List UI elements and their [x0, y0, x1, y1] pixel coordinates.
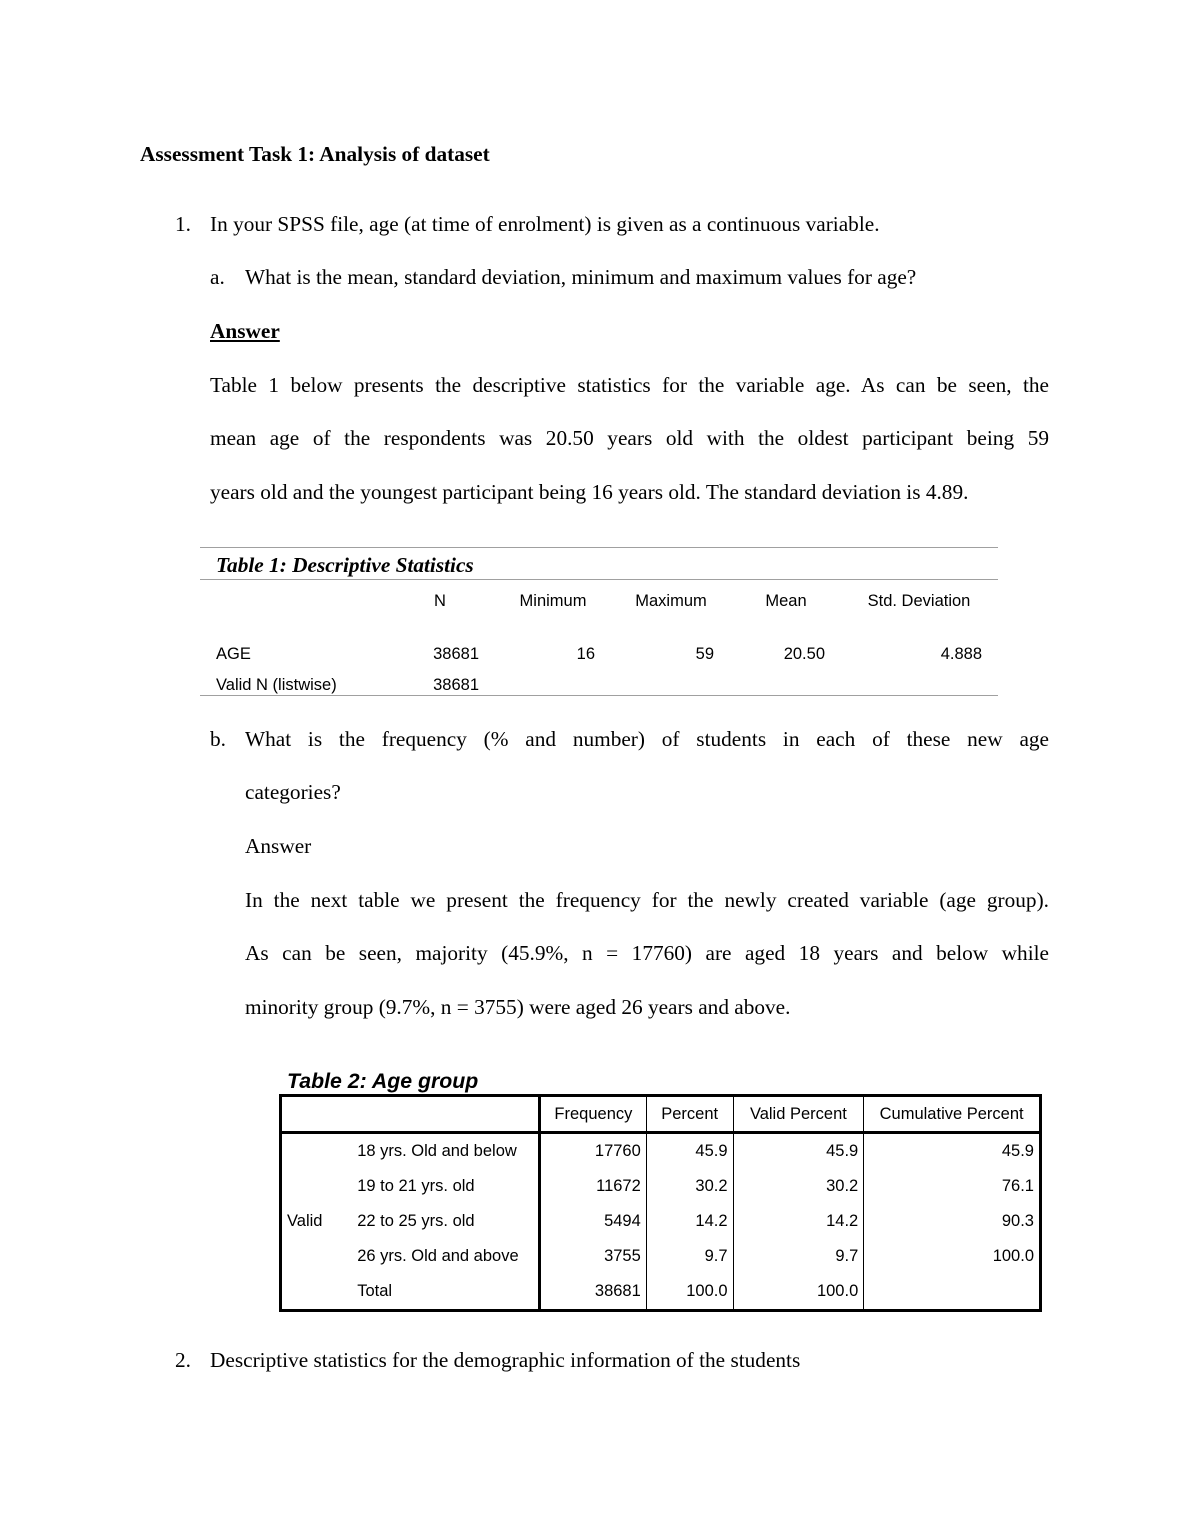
table1-title-rule — [200, 579, 998, 580]
table1-title: Table 1: Descriptive Statistics — [216, 553, 474, 577]
q1b-text-line: What is the frequency (% and number) of students in each of these new age — [245, 727, 1049, 751]
table2-cell-valid-percent: 45.9 — [733, 1133, 864, 1170]
table1-bottom-rule — [200, 695, 998, 696]
table1-header-mean: Mean — [765, 592, 807, 610]
table2-row-label: 18 yrs. Old and below — [350, 1133, 539, 1170]
table2-row-label: 26 yrs. Old and above — [350, 1239, 539, 1274]
q1b-letter: b. — [210, 727, 226, 751]
q1a-letter: a. — [210, 265, 225, 289]
table2-cell-frequency: 5494 — [540, 1204, 647, 1239]
table1-top-rule — [200, 547, 998, 548]
table1-row-label: Valid N (listwise) — [216, 676, 337, 694]
q1a-answer-line: years old and the youngest participant being 16 years old. The standard deviation is 4.89. — [210, 480, 969, 504]
q1a-answer-line: Table 1 below presents the descriptive statistics for the variable age. As can be seen, the — [210, 373, 1049, 397]
table1-cell-std-deviation: 4.888 — [940, 645, 982, 663]
table2-header-valid-percent: Valid Percent — [733, 1096, 864, 1133]
q1-text: In your SPSS file, age (at time of enrolment) is given as a continuous variable. — [210, 212, 880, 236]
table1-cell-maximum: 59 — [695, 645, 714, 663]
table-row — [281, 1239, 1041, 1274]
table2-cell-valid-percent: 9.7 — [733, 1239, 864, 1274]
table2-cell-percent: 100.0 — [646, 1274, 733, 1311]
table2-cell-percent: 45.9 — [646, 1133, 733, 1170]
table1-cell-minimum: 16 — [576, 645, 595, 663]
table2-header-corner — [281, 1096, 540, 1133]
table2-row-label: Total — [350, 1274, 539, 1311]
age-group-table — [279, 1094, 1042, 1312]
q1a-answer-label: Answer — [210, 319, 280, 343]
q1a-answer-line: mean age of the respondents was 20.50 years old with the oldest participant being 59 — [210, 426, 1049, 450]
q2-text: Descriptive statistics for the demographic information of the students — [210, 1348, 801, 1372]
table2-header-cumulative-percent: Cumulative Percent — [864, 1096, 1041, 1133]
table2-row-label: 19 to 21 yrs. old — [350, 1169, 539, 1204]
table1-header-minimum: Minimum — [519, 592, 587, 610]
q2-number: 2. — [175, 1348, 191, 1372]
table2-cell-frequency: 38681 — [540, 1274, 647, 1311]
table2-cell-cumulative-percent — [864, 1274, 1041, 1311]
table1-header-maximum: Maximum — [635, 592, 707, 610]
table2-header-row — [281, 1096, 1041, 1133]
table1-cell-mean: 20.50 — [783, 645, 825, 663]
table2-cell-valid-percent: 14.2 — [733, 1204, 864, 1239]
table1-cell-n: 38681 — [433, 676, 479, 694]
table2-cell-cumulative-percent: 76.1 — [1001, 1177, 1034, 1195]
q1-number: 1. — [175, 212, 191, 236]
q1b-answer-line: As can be seen, majority (45.9%, n = 17760) are aged 18 years and below while — [245, 941, 1049, 965]
table2-header-frequency: Frequency — [540, 1096, 647, 1133]
page-title: Assessment Task 1: Analysis of dataset — [140, 142, 490, 166]
table2-cell-cumulative-percent: 90.3 — [1001, 1212, 1034, 1230]
q1a-text: What is the mean, standard deviation, minimum and maximum values for age? — [245, 265, 917, 289]
table2-cell-percent: 14.2 — [646, 1204, 733, 1239]
table2-cell-percent: 9.7 — [646, 1239, 733, 1274]
table2-title: Table 2: Age group — [287, 1069, 479, 1093]
table1-cell-n: 38681 — [433, 645, 479, 663]
table1-header-std-deviation: Std. Deviation — [867, 592, 971, 610]
table2-cell-valid-percent: 30.2 — [733, 1169, 864, 1204]
q1b-answer-line: minority group (9.7%, n = 3755) were aged 26 years and above. — [245, 995, 791, 1019]
table2-cell-frequency: 17760 — [540, 1133, 647, 1170]
table2-cell-frequency: 11672 — [540, 1169, 647, 1204]
table2-cell-percent: 30.2 — [646, 1169, 733, 1204]
table2-cell-cumulative-percent: 100.0 — [992, 1247, 1034, 1265]
q1b-answer-label: Answer — [245, 834, 312, 858]
table-row — [281, 1204, 1041, 1239]
table2-cell-frequency: 3755 — [540, 1239, 647, 1274]
table2-header-percent: Percent — [646, 1096, 733, 1133]
table-row — [281, 1274, 1041, 1311]
table-row — [281, 1133, 1041, 1170]
table2-row-label: 22 to 25 yrs. old — [350, 1204, 539, 1239]
q1b-text-line: categories? — [245, 780, 341, 804]
table2-cell-cumulative-percent: 45.9 — [1001, 1142, 1034, 1160]
table2-cell-valid-percent: 100.0 — [733, 1274, 864, 1311]
table2-group-label: Valid — [287, 1212, 323, 1230]
table-row — [281, 1169, 1041, 1204]
q1b-answer-line: In the next table we present the frequency for the newly created variable (age group). — [245, 888, 1049, 912]
table1-header-n: N — [434, 592, 446, 610]
table1-row-label: AGE — [216, 645, 251, 663]
